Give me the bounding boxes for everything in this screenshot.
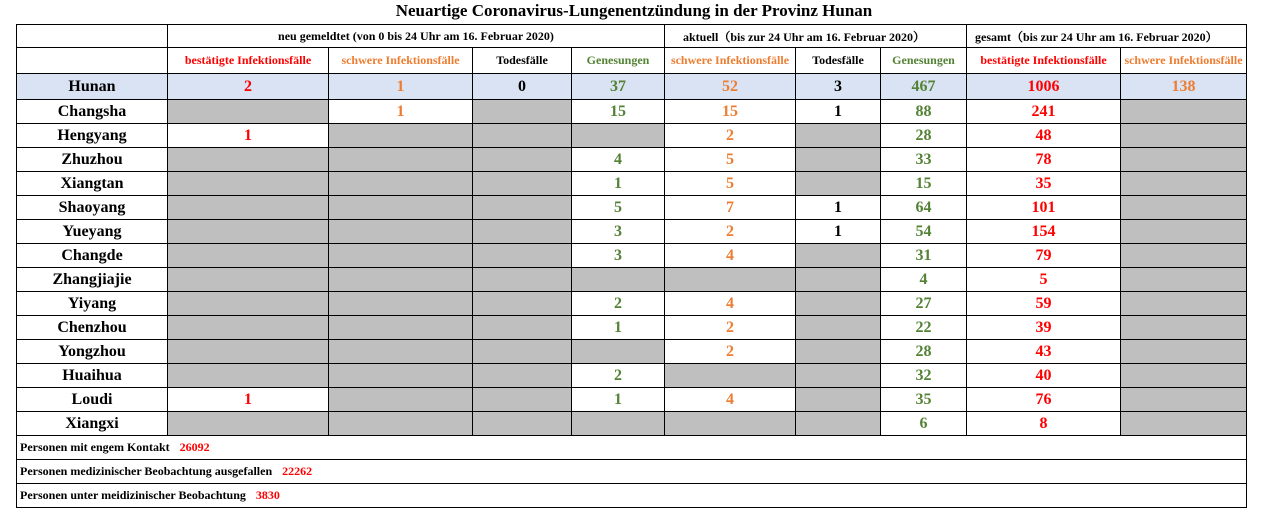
group-header-new: neu gemeldtet (von 0 bis 24 Uhr am 16. Februar 2020) xyxy=(168,25,665,48)
cell-total-severe xyxy=(1121,100,1247,124)
column-header-current-severe: schwere Infektionsfälle xyxy=(665,48,796,74)
cell-new-confirmed xyxy=(168,148,329,172)
cell-total-confirmed: 78 xyxy=(967,148,1121,172)
region-name: Zhangjiajie xyxy=(17,268,168,292)
cell-total-confirmed: 1006 xyxy=(967,74,1121,100)
cell-new-confirmed xyxy=(168,100,329,124)
cell-current-deaths xyxy=(796,172,881,196)
cell-new-confirmed xyxy=(168,292,329,316)
cell-new-confirmed xyxy=(168,268,329,292)
cell-new-deaths: 0 xyxy=(473,74,572,100)
corner-cell xyxy=(17,25,168,48)
cell-current-recovered: 54 xyxy=(881,220,967,244)
cell-new-deaths xyxy=(473,292,572,316)
cell-new-deaths xyxy=(473,388,572,412)
column-header-current-deaths: Todesfälle xyxy=(796,48,881,74)
column-header-new-severe: schwere Infektionsfälle xyxy=(329,48,473,74)
city-row xyxy=(17,100,1247,124)
cell-new-recovered: 15 xyxy=(572,100,665,124)
region-name: Hunan xyxy=(17,74,168,100)
cell-current-recovered: 28 xyxy=(881,340,967,364)
cell-total-confirmed: 76 xyxy=(967,388,1121,412)
cell-total-severe xyxy=(1121,292,1247,316)
cell-new-recovered: 2 xyxy=(572,364,665,388)
cell-total-confirmed: 154 xyxy=(967,220,1121,244)
cell-new-recovered: 1 xyxy=(572,172,665,196)
cell-new-severe xyxy=(329,244,473,268)
cell-new-severe xyxy=(329,388,473,412)
cell-new-deaths xyxy=(473,220,572,244)
cell-new-severe xyxy=(329,148,473,172)
footer-label: Personen mit engem Kontakt xyxy=(20,440,170,454)
cell-new-deaths xyxy=(473,364,572,388)
cell-current-severe: 5 xyxy=(665,148,796,172)
cell-total-severe xyxy=(1121,220,1247,244)
cell-total-confirmed: 59 xyxy=(967,292,1121,316)
cell-new-confirmed xyxy=(168,220,329,244)
cell-new-confirmed xyxy=(168,340,329,364)
cell-new-deaths xyxy=(473,172,572,196)
cell-total-severe xyxy=(1121,244,1247,268)
cell-new-deaths xyxy=(473,196,572,220)
cell-new-severe xyxy=(329,364,473,388)
cell-current-deaths xyxy=(796,412,881,436)
cell-current-deaths xyxy=(796,148,881,172)
cell-current-severe: 4 xyxy=(665,292,796,316)
cell-new-recovered xyxy=(572,268,665,292)
cell-current-severe: 7 xyxy=(665,196,796,220)
cell-new-severe: 1 xyxy=(329,100,473,124)
cell-total-severe xyxy=(1121,196,1247,220)
cell-new-confirmed: 1 xyxy=(168,388,329,412)
cell-new-deaths xyxy=(473,244,572,268)
cell-new-confirmed xyxy=(168,172,329,196)
cell-new-deaths xyxy=(473,316,572,340)
column-header-total-severe: schwere Infektionsfälle xyxy=(1121,48,1247,74)
cell-new-confirmed: 2 xyxy=(168,74,329,100)
column-header-new-recovered: Genesungen xyxy=(572,48,665,74)
cell-new-confirmed xyxy=(168,244,329,268)
province-total-row xyxy=(17,74,1247,100)
footer-cell xyxy=(17,484,1247,508)
cell-new-deaths xyxy=(473,340,572,364)
city-row xyxy=(17,268,1247,292)
region-name: Hengyang xyxy=(17,124,168,148)
cell-new-severe xyxy=(329,220,473,244)
cell-current-recovered: 31 xyxy=(881,244,967,268)
cell-new-recovered xyxy=(572,340,665,364)
cell-new-deaths xyxy=(473,100,572,124)
cell-total-severe xyxy=(1121,412,1247,436)
cell-current-recovered: 22 xyxy=(881,316,967,340)
column-header-row xyxy=(17,48,1247,74)
footer-row xyxy=(17,436,1247,460)
cell-current-deaths: 3 xyxy=(796,74,881,100)
footer-value: 26092 xyxy=(179,440,210,454)
cell-current-deaths: 1 xyxy=(796,220,881,244)
city-row xyxy=(17,292,1247,316)
cell-new-deaths xyxy=(473,268,572,292)
cell-new-recovered: 37 xyxy=(572,74,665,100)
cell-new-severe xyxy=(329,268,473,292)
cell-new-recovered xyxy=(572,412,665,436)
city-row xyxy=(17,220,1247,244)
cell-current-recovered: 4 xyxy=(881,268,967,292)
city-row xyxy=(17,388,1247,412)
cell-current-recovered: 32 xyxy=(881,364,967,388)
cell-current-recovered: 15 xyxy=(881,172,967,196)
cell-total-severe xyxy=(1121,268,1247,292)
cell-total-confirmed: 241 xyxy=(967,100,1121,124)
cell-new-severe xyxy=(329,172,473,196)
cell-current-deaths xyxy=(796,340,881,364)
cell-current-deaths xyxy=(796,244,881,268)
cell-new-severe xyxy=(329,412,473,436)
cell-new-confirmed: 1 xyxy=(168,124,329,148)
region-name: Loudi xyxy=(17,388,168,412)
footer-value: 22262 xyxy=(282,464,313,478)
cell-total-severe xyxy=(1121,316,1247,340)
cell-current-severe: 2 xyxy=(665,124,796,148)
cell-current-deaths xyxy=(796,292,881,316)
cell-total-confirmed: 40 xyxy=(967,364,1121,388)
cell-new-recovered: 1 xyxy=(572,316,665,340)
cell-new-recovered: 4 xyxy=(572,148,665,172)
cell-new-recovered: 3 xyxy=(572,244,665,268)
cell-total-confirmed: 39 xyxy=(967,316,1121,340)
region-name: Huaihua xyxy=(17,364,168,388)
cell-total-severe: 138 xyxy=(1121,74,1247,100)
cell-current-recovered: 35 xyxy=(881,388,967,412)
group-header-current: aktuell（bis zur 24 Uhr am 16. Februar 2020） xyxy=(665,25,967,48)
cell-total-confirmed: 43 xyxy=(967,340,1121,364)
city-row xyxy=(17,364,1247,388)
city-row xyxy=(17,124,1247,148)
cell-new-deaths xyxy=(473,412,572,436)
cell-current-recovered: 28 xyxy=(881,124,967,148)
cell-total-severe xyxy=(1121,388,1247,412)
cell-total-severe xyxy=(1121,172,1247,196)
page-title: Neuartige Coronavirus-Lungenentzündung in der Provinz Hunan xyxy=(395,1,873,20)
cell-total-severe xyxy=(1121,340,1247,364)
footer-label: Personen unter meidizinischer Beobachtung xyxy=(20,488,246,502)
cell-new-recovered xyxy=(572,124,665,148)
cell-new-severe xyxy=(329,292,473,316)
region-name: Shaoyang xyxy=(17,196,168,220)
cell-current-severe: 15 xyxy=(665,100,796,124)
cell-current-recovered: 467 xyxy=(881,74,967,100)
city-row xyxy=(17,340,1247,364)
cell-current-severe: 4 xyxy=(665,244,796,268)
cell-new-recovered: 5 xyxy=(572,196,665,220)
cell-current-recovered: 88 xyxy=(881,100,967,124)
cell-current-deaths xyxy=(796,316,881,340)
cell-total-severe xyxy=(1121,364,1247,388)
column-header-total-confirmed: bestätigte Infektionsfälle xyxy=(967,48,1121,74)
city-row xyxy=(17,172,1247,196)
footer-label: Personen medizinischer Beobachtung ausgefallen xyxy=(20,464,273,478)
hunan-table xyxy=(16,24,1247,508)
region-name: Xiangtan xyxy=(17,172,168,196)
cell-current-severe: 2 xyxy=(665,316,796,340)
cell-current-deaths xyxy=(796,388,881,412)
cell-new-severe xyxy=(329,196,473,220)
corner-cell xyxy=(17,48,168,74)
region-name: Xiangxi xyxy=(17,412,168,436)
cell-current-severe: 2 xyxy=(665,340,796,364)
cell-current-severe: 52 xyxy=(665,74,796,100)
cell-current-deaths xyxy=(796,268,881,292)
column-header-new-deaths: Todesfälle xyxy=(473,48,572,74)
city-row xyxy=(17,196,1247,220)
cell-new-severe: 1 xyxy=(329,74,473,100)
cell-current-deaths: 1 xyxy=(796,196,881,220)
cell-current-recovered: 64 xyxy=(881,196,967,220)
region-name: Chenzhou xyxy=(17,316,168,340)
cell-new-severe xyxy=(329,340,473,364)
region-name: Yongzhou xyxy=(17,340,168,364)
city-row xyxy=(17,316,1247,340)
cell-current-deaths xyxy=(796,124,881,148)
footer-value: 3830 xyxy=(255,488,280,502)
cell-total-severe xyxy=(1121,124,1247,148)
cell-new-severe xyxy=(329,316,473,340)
footer-cell xyxy=(17,460,1247,484)
footer-row xyxy=(17,460,1247,484)
cell-total-confirmed: 48 xyxy=(967,124,1121,148)
cell-new-recovered: 1 xyxy=(572,388,665,412)
cell-total-confirmed: 79 xyxy=(967,244,1121,268)
cell-current-recovered: 33 xyxy=(881,148,967,172)
cell-current-deaths: 1 xyxy=(796,100,881,124)
cell-current-deaths xyxy=(796,364,881,388)
cell-current-severe xyxy=(665,268,796,292)
footer-row xyxy=(17,484,1247,508)
cell-current-severe: 2 xyxy=(665,220,796,244)
region-name: Yueyang xyxy=(17,220,168,244)
region-name: Changsha xyxy=(17,100,168,124)
cell-current-recovered: 6 xyxy=(881,412,967,436)
cell-new-deaths xyxy=(473,148,572,172)
cell-new-deaths xyxy=(473,124,572,148)
cell-current-recovered: 27 xyxy=(881,292,967,316)
cell-total-confirmed: 101 xyxy=(967,196,1121,220)
city-row xyxy=(17,244,1247,268)
column-header-new-confirmed: bestätigte Infektionsfälle xyxy=(168,48,329,74)
city-row xyxy=(17,148,1247,172)
footer-cell xyxy=(17,436,1247,460)
cell-new-confirmed xyxy=(168,316,329,340)
city-row xyxy=(17,412,1247,436)
cell-new-confirmed xyxy=(168,196,329,220)
cell-total-severe xyxy=(1121,148,1247,172)
cell-new-confirmed xyxy=(168,412,329,436)
cell-current-severe xyxy=(665,364,796,388)
cell-total-confirmed: 35 xyxy=(967,172,1121,196)
cell-new-confirmed xyxy=(168,364,329,388)
column-header-current-recovered: Genesungen xyxy=(881,48,967,74)
cell-new-recovered: 3 xyxy=(572,220,665,244)
region-name: Yiyang xyxy=(17,292,168,316)
cell-total-confirmed: 5 xyxy=(967,268,1121,292)
group-header-row xyxy=(17,25,1247,48)
group-header-total: gesamt（bis zur 24 Uhr am 16. Februar 2020） xyxy=(967,25,1247,48)
cell-new-severe xyxy=(329,124,473,148)
cell-current-severe: 5 xyxy=(665,172,796,196)
region-name: Zhuzhou xyxy=(17,148,168,172)
cell-total-confirmed: 8 xyxy=(967,412,1121,436)
cell-new-recovered: 2 xyxy=(572,292,665,316)
region-name: Changde xyxy=(17,244,168,268)
cell-current-severe: 4 xyxy=(665,388,796,412)
cell-current-severe xyxy=(665,412,796,436)
